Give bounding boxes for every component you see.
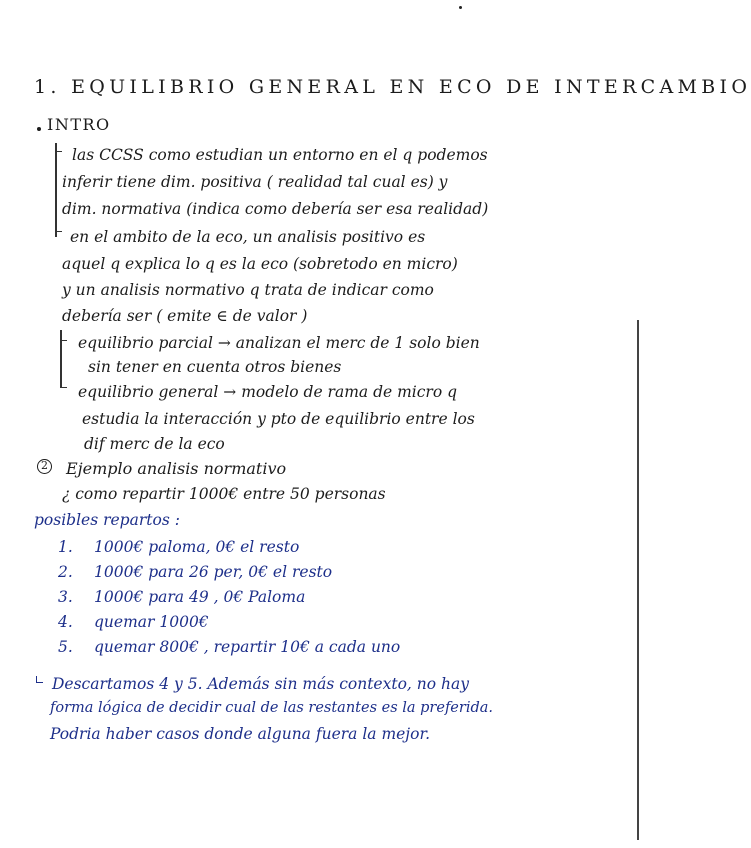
ink-speck (459, 6, 462, 9)
arrow-hook (36, 676, 43, 683)
list-item-number: 1. (58, 538, 73, 556)
note-line: en el ambito de la eco, un analisis positivo es (70, 228, 426, 246)
note-line: y un analisis normativo q trata de indicar como (62, 281, 434, 299)
bracket-hook (60, 334, 67, 341)
bullet-dot (37, 127, 41, 131)
note-line: las CCSS como estudian un entorno en el q podemos (72, 146, 488, 164)
note-line: equilibrio parcial → analizan el merc de 1 solo bien (78, 334, 480, 352)
conclusion-line: Descartamos 4 y 5. Además sin más contexto, no hay (52, 675, 469, 693)
list-item: 1000€ para 26 per, 0€ el resto (94, 563, 333, 581)
list-item-number: 5. (58, 638, 73, 656)
list-item: 1000€ para 49 , 0€ Paloma (94, 588, 306, 606)
bracket-hook (55, 225, 62, 232)
note-line: sin tener en cuenta otros bienes (88, 358, 342, 376)
list-item: quemar 1000€ (94, 613, 209, 631)
note-line: equilibrio general → modelo de rama de micro q (78, 383, 458, 401)
list-item: quemar 800€ , repartir 10€ a cada uno (94, 638, 401, 656)
conclusion-line: forma lógica de decidir cual de las restantes es la preferida. (50, 700, 493, 716)
page-edge-line (637, 320, 639, 840)
page-title: 1. EQUILIBRIO GENERAL EN ECO DE INTERCAMBIO (34, 76, 751, 98)
circled-number-label: 2 (41, 459, 48, 472)
note-line: inferir tiene dim. positiva ( realidad tal cual es) y (62, 173, 448, 191)
note-line: debería ser ( emite ∈ de valor ) (62, 307, 308, 325)
note-line: dim. normativa (indica como debería ser esa realidad) (62, 200, 489, 218)
bracket-line (55, 143, 57, 237)
bracket-hook (55, 145, 62, 152)
section-heading: INTRO (47, 115, 111, 134)
list-item: 1000€ paloma, 0€ el resto (94, 538, 300, 556)
note-line: aquel q explica lo q es la eco (sobretodo en micro) (62, 255, 458, 273)
example-heading: Ejemplo analisis normativo (66, 459, 287, 478)
list-item-number: 4. (58, 613, 73, 631)
list-item-number: 2. (58, 563, 73, 581)
bracket-hook (60, 381, 67, 388)
list-item-number: 3. (58, 588, 73, 606)
note-line: estudia la interacción y pto de equilibrio entre los (82, 410, 475, 428)
note-line: dif merc de la eco (84, 435, 225, 453)
example-question: ¿ como repartir 1000€ entre 50 personas (62, 485, 386, 503)
conclusion-line: Podria haber casos donde alguna fuera la mejor. (50, 725, 431, 743)
list-heading: posibles repartos : (34, 511, 180, 529)
